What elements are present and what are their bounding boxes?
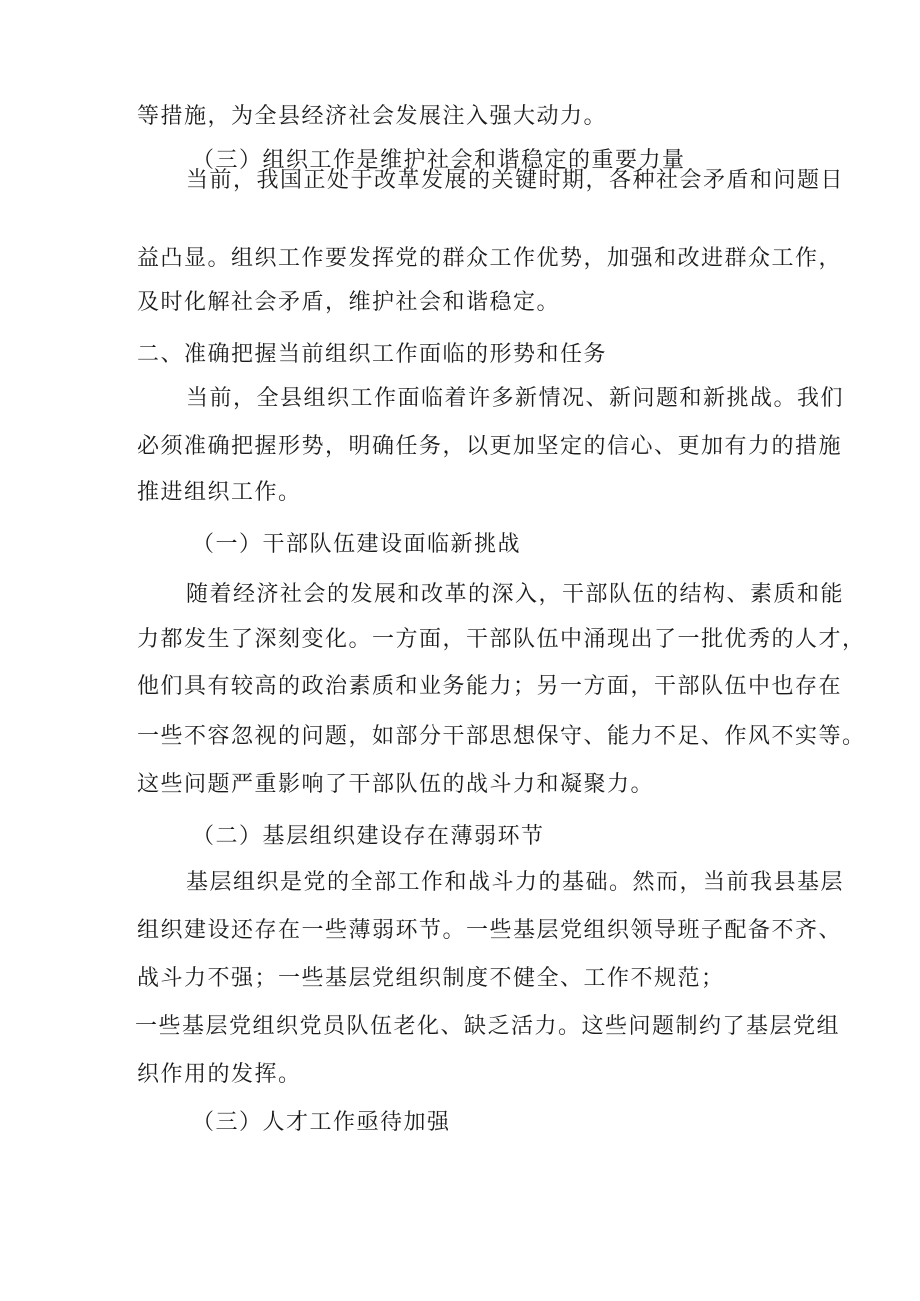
section-heading: （三）人才工作亟待加强 <box>192 1110 451 1135</box>
paragraph-line: 一些基层党组织党员队伍老化、缺乏活力。这些问题制约了基层党组 <box>135 1014 841 1039</box>
paragraph-line: 组织建设还存在一些薄弱环节。一些基层党组织领导班子配备不齐、 <box>137 918 843 943</box>
section-heading: （二）基层组织建设存在薄弱环节 <box>192 824 545 849</box>
paragraph-line: 战斗力不强；一些基层党组织制度不健全、工作不规范； <box>137 966 725 991</box>
section-heading: （三）组织工作是维护社会和谐稳定的重要力量 <box>192 148 686 173</box>
paragraph-line: 当前，全县组织工作面临着许多新情况、新问题和新挑战。我们 <box>186 386 845 411</box>
paragraph-line: 及时化解社会矛盾，维护社会和谐稳定。 <box>137 290 561 315</box>
paragraph-line: 力都发生了深刻变化。一方面，干部队伍中涌现出了一批优秀的人才， <box>137 627 866 652</box>
paragraph-line: 益凸显。组织工作要发挥党的群众工作优势，加强和改进群众工作， <box>137 246 843 271</box>
section-heading: （一）干部队伍建设面临新挑战 <box>192 532 522 557</box>
paragraph-line: 必须准确把握形势，明确任务，以更加坚定的信心、更加有力的措施 <box>137 434 843 459</box>
paragraph-line: 当前，我国正处于改革发展的关键时期，各种社会矛盾和问题日 <box>186 168 845 193</box>
paragraph-line: 推进组织工作。 <box>137 480 302 505</box>
paragraph-line: 随着经济社会的发展和改革的深入，干部队伍的结构、素质和能 <box>186 582 845 607</box>
paragraph-line: 这些问题严重影响了干部队伍的战斗力和凝聚力。 <box>137 772 655 797</box>
paragraph-line: 等措施，为全县经济社会发展注入强大动力。 <box>137 104 608 129</box>
paragraph-line: 织作用的发挥。 <box>137 1062 302 1087</box>
paragraph-line: 基层组织是党的全部工作和战斗力的基础。然而，当前我县基层 <box>186 870 845 895</box>
paragraph-line: 一些不容忽视的问题，如部分干部思想保守、能力不足、作风不实等。 <box>137 724 866 749</box>
paragraph-line: 他们具有较高的政治素质和业务能力；另一方面，干部队伍中也存在 <box>137 674 843 699</box>
chapter-heading: 二、准确把握当前组织工作面临的形势和任务 <box>137 342 608 367</box>
